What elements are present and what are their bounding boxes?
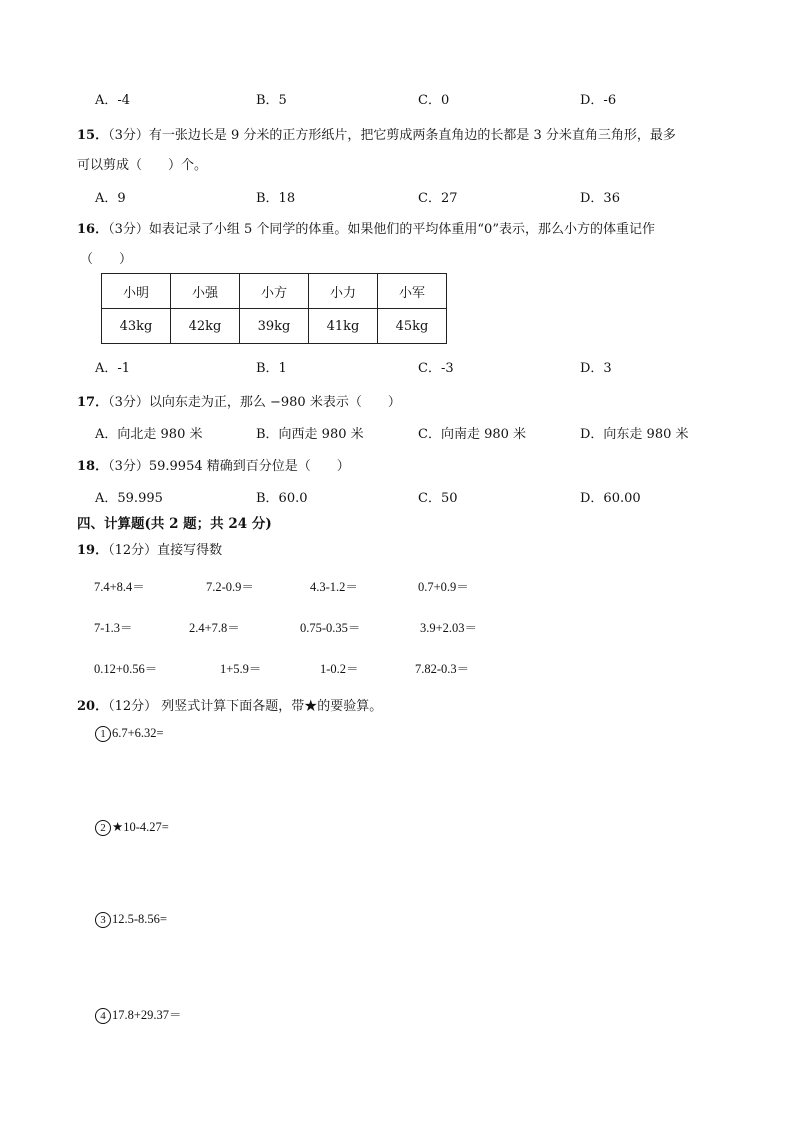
q17-text: （3分）以向东走为正，那么 −980 米表示（ ） [108,395,401,410]
calc-item: 1+5.9＝ [220,662,262,676]
q14-option-c: C．0 [418,93,450,108]
q18-option-c: C．50 [418,491,458,506]
q18-line1 [77,455,350,474]
q16-text: （3分）如表记录了小组 5 个同学的体重。如果他们的平均体重用“0”表示，那么小方的体重记作 [108,222,655,237]
calc-item: 4.3-1.2＝ [310,580,358,594]
calc-item: 1-0.2＝ [320,662,359,676]
table-cell: 小军 [378,274,447,309]
q15-line2: 可以剪成（ ）个。 [77,158,208,173]
table-cell: 41kg [309,309,378,344]
q17-line1 [77,391,401,410]
q19-line1 [77,539,222,558]
calc-item: 0.75-0.35＝ [300,621,361,635]
table-cell: 39kg [240,309,309,344]
table-cell: 42kg [171,309,240,344]
q18-number: 18． [77,459,109,474]
expression: 6.7+6.32= [112,726,164,740]
q15-option-b: B．18 [256,191,296,206]
q20-line1 [77,695,382,714]
weight-table [101,273,447,344]
q20-number: 20． [77,699,109,714]
q16-number: 16． [77,222,109,237]
calc-item: 0.7+0.9＝ [418,580,469,594]
q18-option-a: A．59.995 [95,491,163,506]
q20-item-3 [95,912,167,928]
expression: ★10-4.27= [112,820,169,834]
table-row [102,309,447,344]
table-cell: 45kg [378,309,447,344]
q17-option-c: C．向南走 980 米 [418,427,527,442]
q17-option-a: A．向北走 980 米 [95,427,203,442]
circled-number: 4 [95,1008,111,1024]
q20-item-1 [95,726,164,742]
calc-item: 7-1.3＝ [94,621,133,635]
table-cell: 小力 [309,274,378,309]
calc-item: 7.2-0.9＝ [206,580,254,594]
q20-item-2 [95,819,169,836]
q14-option-d: D．-6 [580,93,617,108]
table-cell: 小明 [102,274,171,309]
q20-text: （12分） 列竖式计算下面各题，带★的要验算。 [108,699,383,714]
q18-option-b: B．60.0 [256,491,308,506]
q18-option-d: D．60.00 [580,491,641,506]
table-cell: 小方 [240,274,309,309]
q15-text: （3分）有一张边长是 9 分米的正方形纸片，把它剪成两条直角边的长都是 3 分米直角三角形，最多 [108,128,676,143]
q15-option-a: A．9 [95,191,126,206]
expression: 17.8+29.37＝ [112,1008,182,1022]
expression: 12.5-8.56= [112,912,167,926]
q15-number: 15． [77,128,109,143]
q18-text: （3分）59.9954 精确到百分位是（ ） [108,459,350,474]
q16-option-a: A．-1 [95,361,131,376]
q14-option-a: A．-4 [95,93,131,108]
calc-item: 3.9+2.03＝ [420,621,478,635]
q17-option-d: D．向东走 980 米 [580,427,689,442]
q17-option-b: B．向西走 980 米 [256,427,364,442]
circled-number: 1 [95,726,111,742]
q16-option-b: B．1 [256,361,287,376]
q16-line1 [77,218,655,237]
table-cell: 小强 [171,274,240,309]
q19-text: （12分）直接写得数 [108,543,223,558]
q15-option-c: C．27 [418,191,458,206]
q20-item-4 [95,1005,182,1024]
q15-line1 [77,124,676,143]
circled-number: 3 [95,912,111,928]
calc-item: 2.4+7.8＝ [189,621,240,635]
calc-item: 0.12+0.56＝ [94,662,158,676]
q16-option-d: D．3 [580,361,612,376]
q16-line2: （ ） [80,252,133,267]
q16-option-c: C．-3 [418,361,454,376]
table-row [102,274,447,309]
q15-option-d: D．36 [580,191,620,206]
section-heading: 四、计算题(共 2 题；共 24 分) [77,516,272,532]
calc-item: 7.4+8.4＝ [94,580,145,594]
q14-option-b: B．5 [256,93,287,108]
q19-number: 19． [77,543,109,558]
q17-number: 17． [77,395,109,410]
calc-item: 7.82-0.3＝ [415,662,470,676]
table-cell: 43kg [102,309,171,344]
circled-number: 2 [95,820,111,836]
